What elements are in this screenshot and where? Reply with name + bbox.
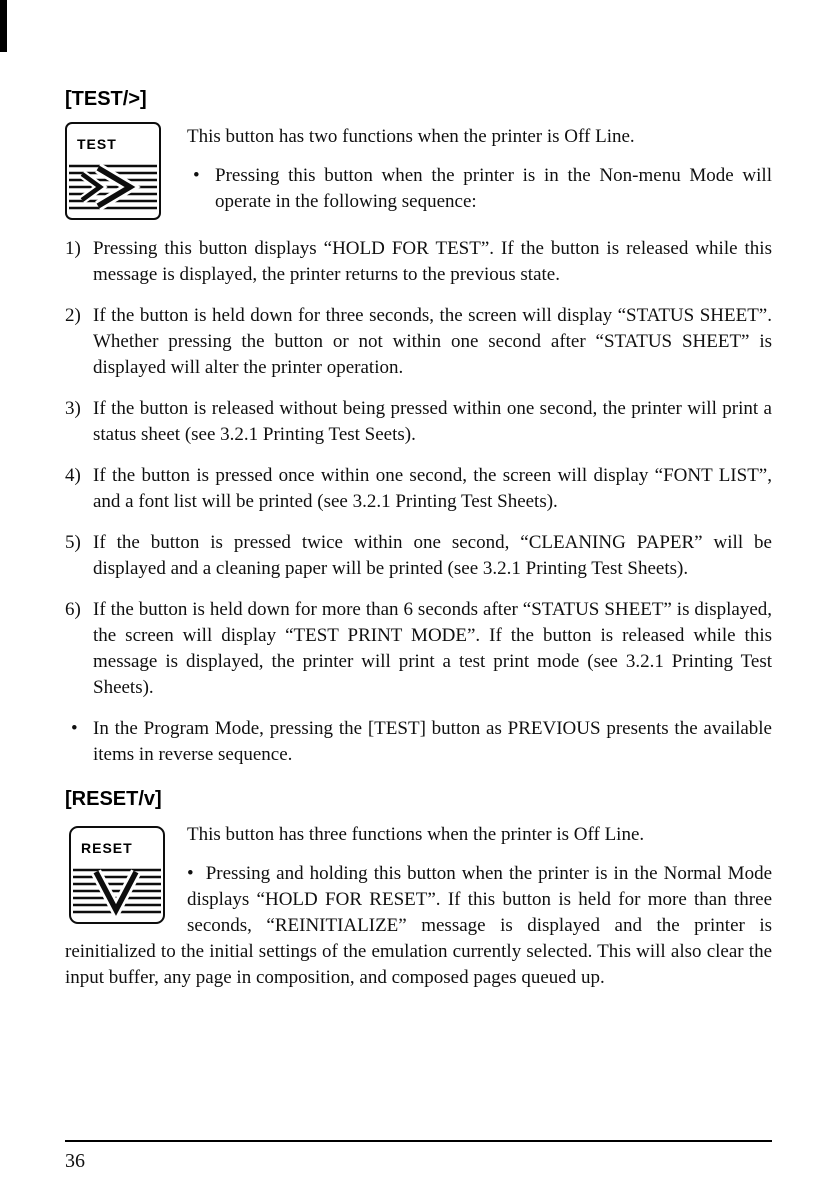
reset-section-heading: [RESET/v] [65,788,162,810]
test-button-graphic [65,122,161,220]
item-text: If the button is pressed once within one second, the screen will display “FONT LIST”, and a font list will be printed (see 3.2.1 Printing Test Sheets). [93,465,772,512]
reset-button-label: RESET [81,840,133,856]
item-number: 5) [65,532,81,553]
list-item [65,396,772,448]
bullet-glyph: • [193,165,200,186]
scan-artifact [0,0,7,52]
test-arrow-icon [67,162,159,214]
test-bullet-1-text: Pressing this button when the printer is in the Non-menu Mode will operate in the following sequence: [215,165,772,212]
item-number: 4) [65,465,81,486]
reset-body [65,822,772,991]
test-bullet-2-text: In the Program Mode, pressing the [TEST] button as PREVIOUS presents the available items in reverse sequence. [93,718,772,765]
test-bullet-1 [193,163,772,215]
bullet-glyph: • [71,718,78,739]
item-number: 1) [65,238,81,259]
item-text: If the button is released without being pressed within one second, the printer will print a status sheet (see 3.2.1 Printing Test Seets). [93,398,772,445]
item-number: 2) [65,305,81,326]
page-number: 36 [65,1150,85,1172]
reset-button-graphic [69,826,165,924]
item-text: Pressing this button displays “HOLD FOR TEST”. If the button is released while this message is displayed, the printer returns to the previous state. [93,238,772,285]
list-item [65,463,772,515]
list-item [65,530,772,582]
test-section [65,86,772,768]
list-item [65,303,772,381]
test-button-row [65,122,772,220]
list-item [65,236,772,288]
reset-check-icon [71,866,163,918]
test-intro: This button has two functions when the printer is Off Line. [187,126,635,147]
test-button-label: TEST [77,136,117,152]
page-footer [65,1140,772,1174]
item-number: 3) [65,398,81,419]
reset-paragraph-text: Pressing and holding this button when the printer is in the Normal Mode displays “HOLD FOR RESET”. If this button is held for more than three seconds, “REINITIALIZE” message is displayed and the printer is reinitialized to the initial settings of the emulation currently selected. This will also clear the input buffer, any page in composition, and composed pages queued up. [65,863,773,988]
item-text: If the button is held down for more than 6 seconds after “STATUS SHEET” is displayed, the screen will display “TEST PRINT MODE”. If the button is released while this message is displayed, the printer will print a test print mode (see 3.2.1 Printing Test Sheets). [93,599,772,698]
test-numbered-list [65,236,772,701]
reset-intro: This button has three functions when the printer is Off Line. [187,824,645,845]
item-text: If the button is pressed twice within one second, “CLEANING PAPER” will be displayed and a cleaning paper will be printed (see 3.2.1 Printing Test Sheets). [93,532,772,579]
bullet-glyph: • [187,863,194,884]
reset-section [65,786,772,991]
test-section-heading: [TEST/>] [65,88,147,110]
item-text: If the button is held down for three seconds, the screen will display “STATUS SHEET”. Whether pressing the button or not within one second after “STATUS SHEET” is displayed will alter the printer operation. [93,305,772,378]
test-bullet-2 [71,716,772,768]
list-item [65,597,772,701]
footer-rule [65,1140,772,1142]
reset-paragraph [65,861,772,991]
item-number: 6) [65,599,81,620]
test-intro-block [187,122,772,217]
